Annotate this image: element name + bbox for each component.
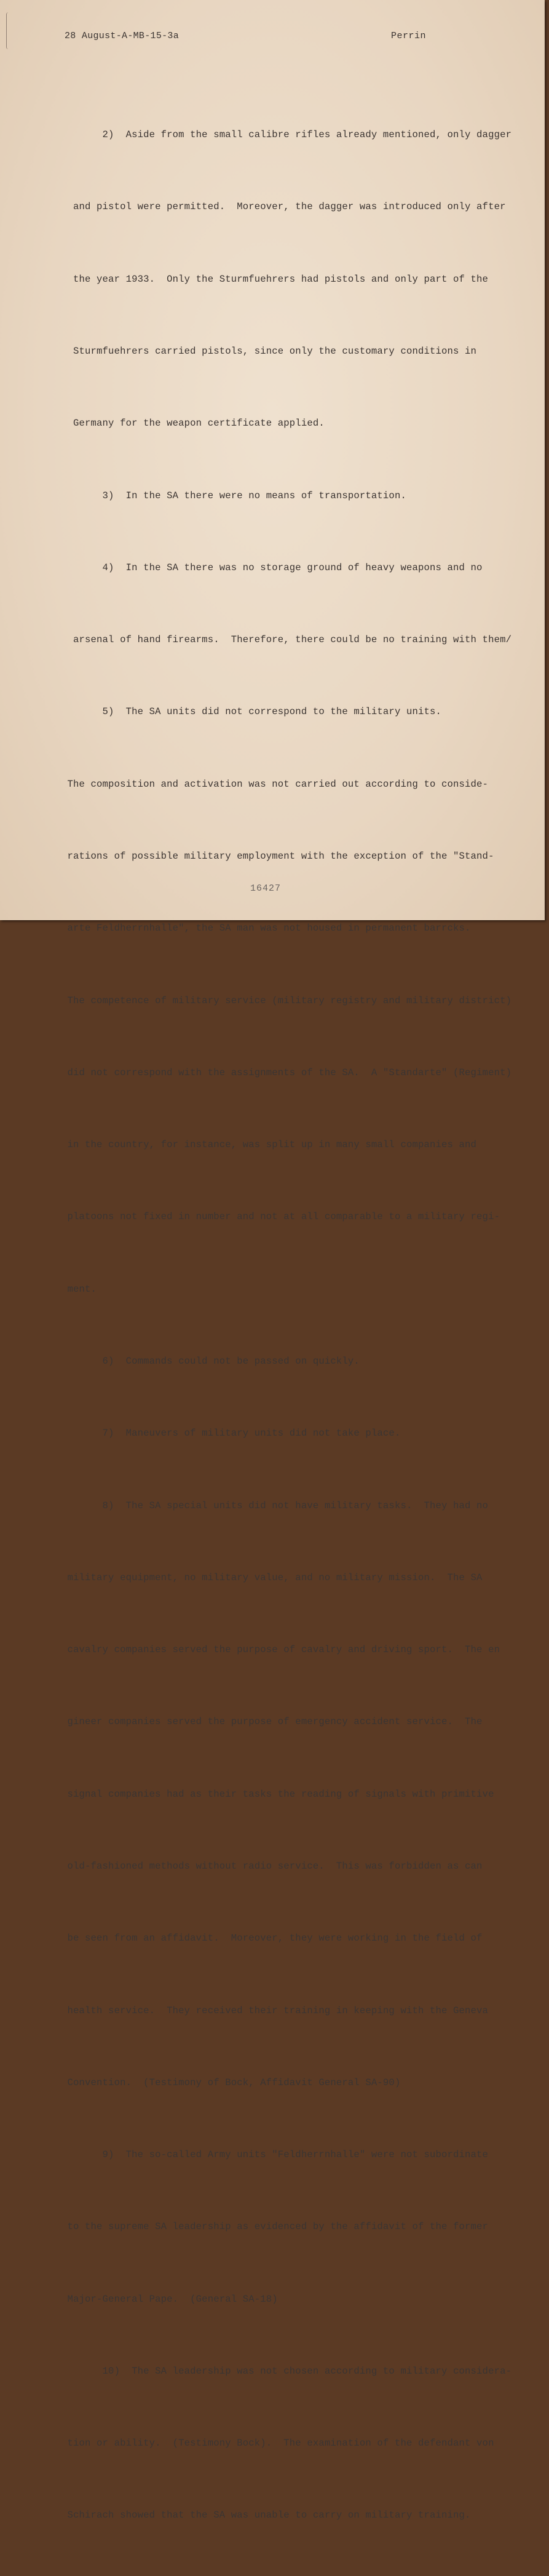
text-line: 8) The SA special units did not have military tasks. They had no — [61, 1500, 489, 1511]
text-line: 6) Commands could not be passed on quickly. — [61, 1355, 360, 1367]
text-line: arsenal of hand firearms. Therefore, there could be no training with them/ — [61, 634, 512, 646]
text-line: platoons not fixed in number and not at all comparable to a military regi- — [61, 1211, 500, 1223]
document-body — [61, 75, 523, 2576]
text-line: Germany for the weapon certificate applied. — [61, 418, 325, 429]
text-line: rations of possible military employment with the exception of the "Stand- — [61, 851, 494, 862]
page-number: 16427 — [250, 883, 282, 894]
text-line: 3) In the SA there were no means of transportation. — [61, 490, 406, 501]
text-line: old-fashioned methods without radio service. This was forbidden as can — [61, 1860, 483, 1872]
text-line: signal companies had as their tasks the reading of signals with primitive — [61, 1788, 494, 1800]
text-line: cavalry companies served the purpose of cavalry and driving sport. The en — [61, 1644, 500, 1656]
text-line: to the supreme SA leadership as evidenced by the affidavit of the former — [61, 2221, 489, 2233]
text-line: gineer companies served the purpose of emergency accident service. The — [61, 1716, 483, 1728]
text-line: The composition and activation was not carried out according to conside- — [61, 778, 489, 790]
document-reference: 28 August-A-MB-15-3a — [65, 31, 180, 41]
text-line: in the country, for instance, was split up in many small companies and — [61, 1139, 477, 1151]
text-line: the year 1933. Only the Sturmfuehrers had pistols and only part of the — [61, 273, 489, 285]
text-line: Convention. (Testimony of Bock, Affidavit General SA-90) — [61, 2077, 401, 2088]
text-line: ment. — [61, 1283, 97, 1295]
text-line: be seen from an affidavit. Moreover, they were working in the field of — [61, 1933, 483, 1944]
text-line: and pistol were permitted. Moreover, the dagger was introduced only after — [61, 201, 506, 213]
text-line: 5) The SA units did not correspond to the military units. — [61, 706, 442, 718]
text-line: Major-General Pape. (General SA-18) — [61, 2293, 278, 2305]
text-line: did not correspond with the assignments of the SA. A "Standarte" (Regiment) — [61, 1067, 512, 1078]
text-line: Sturmfuehrers carried pistols, since only the customary conditions in — [61, 346, 477, 357]
text-line: 4) In the SA there was no storage ground of heavy weapons and no — [61, 562, 483, 573]
translator-name: Perrin — [391, 31, 427, 41]
text-line: health service. They received their training in keeping with the Geneva — [61, 2005, 489, 2016]
text-line: The competence of military service (military registry and military district) — [61, 995, 512, 1006]
text-line: 10) The SA leadership was not chosen according to military considera- — [61, 2365, 512, 2377]
text-line: Schirach showed that the SA was unable to carry on military training. — [61, 2510, 471, 2521]
text-line: 2) Aside from the small calibre rifles already mentioned, only dagger — [61, 129, 512, 141]
text-line: tion or ability. (Testimony Bock). The examination of the defendant von — [61, 2438, 494, 2449]
page-edge-mark — [6, 12, 10, 49]
text-line: arte Feldherrnhalle", the SA man was not housed in permanent barrcks. — [61, 923, 471, 934]
text-line: military equipment, no military value, and no military mission. The SA — [61, 1572, 483, 1583]
text-line: 9) The so-called Army units "Feldherrnhalle" were not subordinate — [61, 2149, 489, 2161]
text-line: 7) Maneuvers of military units did not take place. — [61, 1428, 401, 1439]
